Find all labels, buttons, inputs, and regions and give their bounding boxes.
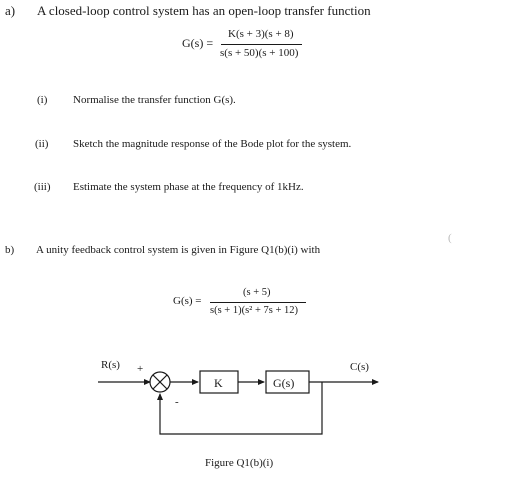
part-b-label: b) — [5, 244, 15, 256]
plus-sign: + — [137, 363, 144, 375]
part-a-fraction-bar — [221, 44, 302, 45]
part-a-label: a) — [5, 3, 16, 18]
part-a-numerator: K(s + 3)(s + 8) — [228, 28, 294, 40]
output-label: C(s) — [350, 361, 369, 373]
minus-sign: - — [175, 396, 179, 408]
input-label: R(s) — [101, 359, 120, 371]
part-b-equation-lhs: G(s) = — [173, 295, 202, 307]
part-a-equation-lhs: G(s) = — [182, 36, 214, 50]
plant-block-label: G(s) — [273, 376, 295, 390]
part-a-item-1-text: Normalise the transfer function G(s). — [73, 94, 236, 106]
feedback-path — [160, 382, 322, 434]
part-b-statement: A unity feedback control system is given in Figure Q1(b)(i) with — [36, 244, 321, 256]
summing-junction — [150, 372, 170, 392]
part-b-numerator: (s + 5) — [243, 287, 271, 298]
margin-mark: ( — [448, 232, 452, 244]
part-a-denominator: s(s + 50)(s + 100) — [220, 47, 299, 59]
part-a-item-2-text: Sketch the magnitude response of the Bode plot for the system. — [73, 138, 352, 150]
figure-caption: Figure Q1(b)(i) — [205, 457, 274, 469]
gain-block-label: K — [214, 376, 223, 390]
part-a-item-1-number: (i) — [37, 94, 48, 106]
part-a-item-3-text: Estimate the system phase at the frequency of 1kHz. — [73, 181, 304, 193]
block-diagram — [0, 340, 531, 483]
part-a-item-2-number: (ii) — [35, 138, 49, 150]
part-a-statement: A closed-loop control system has an open-loop transfer function — [37, 3, 371, 18]
part-a-item-3-number: (iii) — [34, 181, 51, 193]
part-b-denominator: s(s + 1)(s² + 7s + 12) — [210, 305, 298, 316]
part-b-fraction-bar — [210, 302, 306, 303]
